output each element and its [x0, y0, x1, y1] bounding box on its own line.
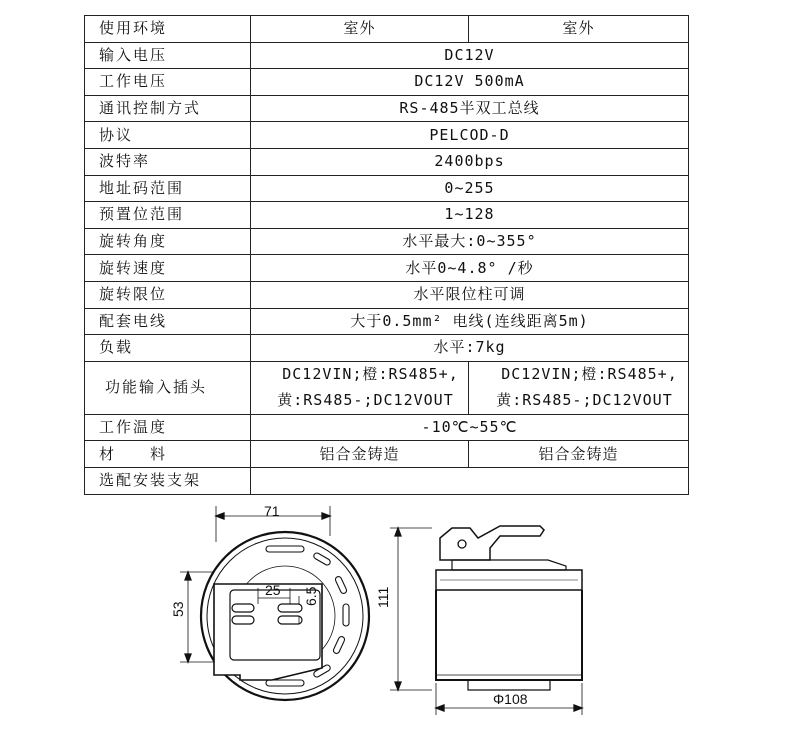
row-label: 波特率 — [85, 148, 251, 175]
plug-left-line2: 黄:RS485-;DC12VOUT — [251, 388, 469, 415]
row-label: 旋转角度 — [85, 228, 251, 255]
row-label: 预置位范围 — [85, 202, 251, 229]
dim-slot-spacing: 25 — [265, 582, 281, 598]
side-view-drawing — [390, 526, 582, 715]
dim-slot-width: 6.5 — [303, 586, 319, 606]
row-label: 旋转限位 — [85, 281, 251, 308]
row-label: 通讯控制方式 — [85, 95, 251, 122]
table-row — [85, 281, 689, 308]
plug-left-line1: DC12VIN;橙:RS485+, — [251, 361, 469, 388]
dim-left-height: 53 — [170, 601, 186, 617]
dim-base-diameter: Φ108 — [493, 691, 528, 707]
table-row — [85, 95, 689, 122]
row-value: 水平最大:0~355° — [251, 228, 689, 255]
row-label: 地址码范围 — [85, 175, 251, 202]
row-label: 材 料 — [85, 441, 251, 468]
table-row — [85, 69, 689, 96]
table-row — [85, 228, 689, 255]
table-row — [85, 335, 689, 362]
row-value: 2400bps — [251, 148, 689, 175]
top-view-drawing — [180, 506, 369, 700]
row-label: 使用环境 — [85, 16, 251, 43]
row-value: 水平限位柱可调 — [251, 281, 689, 308]
row-value: 室外 — [469, 16, 689, 43]
row-label: 输入电压 — [85, 42, 251, 69]
table-row — [85, 122, 689, 149]
dim-top-width: 71 — [264, 503, 280, 519]
table-row — [85, 148, 689, 175]
plug-right-line1: DC12VIN;橙:RS485+, — [469, 361, 689, 388]
table-row — [85, 308, 689, 335]
row-value: PELCOD-D — [251, 122, 689, 149]
table-row — [85, 202, 689, 229]
row-value — [251, 467, 689, 494]
table-row — [85, 175, 689, 202]
row-label: 旋转速度 — [85, 255, 251, 282]
table-row — [85, 441, 689, 468]
dim-side-height: 111 — [375, 586, 391, 608]
row-value: 0~255 — [251, 175, 689, 202]
technical-drawings — [0, 500, 790, 737]
row-value: 大于0.5mm² 电线(连线距离5m) — [251, 308, 689, 335]
table-row — [85, 467, 689, 494]
plug-right-line2: 黄:RS485-;DC12VOUT — [469, 388, 689, 415]
table-row — [85, 42, 689, 69]
row-value: 水平:7kg — [251, 335, 689, 362]
row-value: 铝合金铸造 — [469, 441, 689, 468]
row-value: DC12V — [251, 42, 689, 69]
table-row — [85, 16, 689, 43]
spec-table — [84, 15, 689, 495]
row-value: 室外 — [251, 16, 469, 43]
row-label: 工作电压 — [85, 69, 251, 96]
row-value: 铝合金铸造 — [251, 441, 469, 468]
row-label: 功能输入插头 — [85, 361, 251, 414]
row-value: -10℃~55℃ — [251, 414, 689, 441]
table-row — [85, 361, 689, 388]
row-label: 选配安装支架 — [85, 467, 251, 494]
row-label: 负载 — [85, 335, 251, 362]
row-label: 协议 — [85, 122, 251, 149]
row-value: RS-485半双工总线 — [251, 95, 689, 122]
row-label: 工作温度 — [85, 414, 251, 441]
row-value: DC12V 500mA — [251, 69, 689, 96]
table-row — [85, 414, 689, 441]
row-value: 水平0~4.8° /秒 — [251, 255, 689, 282]
row-label: 配套电线 — [85, 308, 251, 335]
row-value: 1~128 — [251, 202, 689, 229]
table-row — [85, 255, 689, 282]
